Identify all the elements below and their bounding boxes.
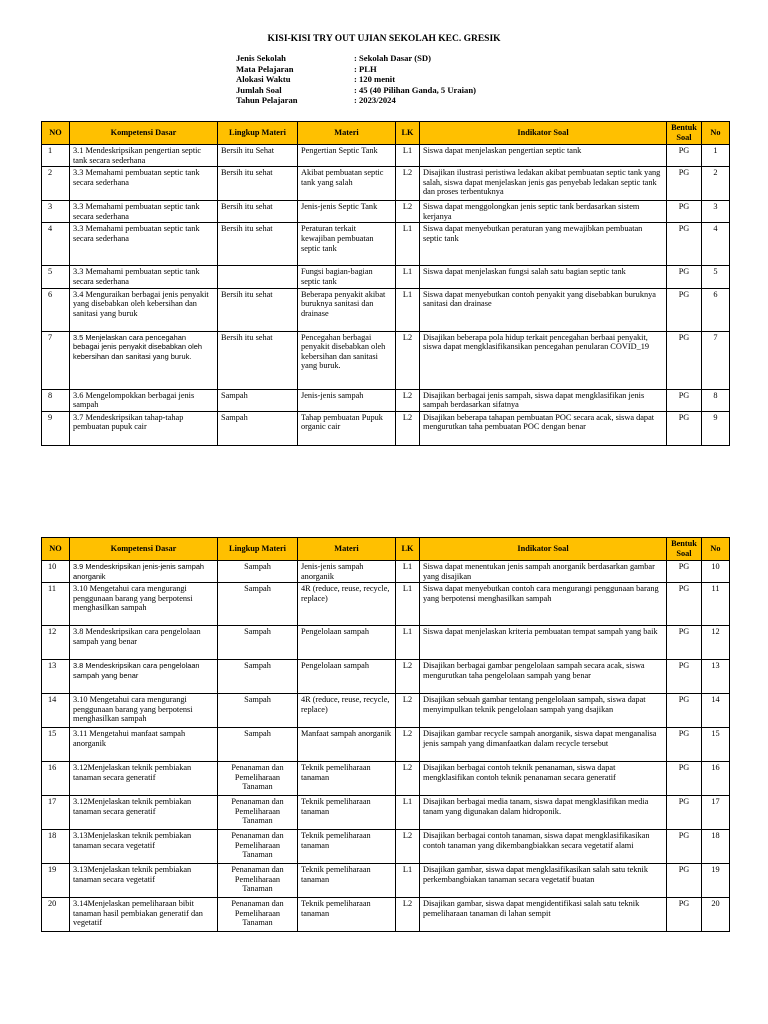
col-header-bentuk-soal: Bentuk Soal bbox=[667, 122, 702, 145]
cell-no-soal: 3 bbox=[702, 201, 730, 223]
table-row bbox=[42, 583, 730, 626]
col-header-no-soal: No bbox=[702, 122, 730, 145]
cell-no: 2 bbox=[42, 167, 70, 201]
cell-lingkup-materi: Sampah bbox=[218, 561, 298, 583]
document-title: KISI-KISI TRY OUT UJIAN SEKOLAH KEC. GRESIK bbox=[267, 34, 501, 44]
cell-indikator-soal: Siswa dapat menjelaskan pengertian septic tank bbox=[420, 145, 667, 167]
kisi-table-page-2 bbox=[41, 537, 730, 932]
cell-indikator-soal: Siswa dapat menentukan jenis sampah anorganik berdasarkan gambar yang disajikan bbox=[420, 561, 667, 583]
table-row bbox=[42, 167, 730, 201]
cell-lk: L2 bbox=[396, 331, 420, 389]
table-row bbox=[42, 898, 730, 932]
cell-lk: L1 bbox=[396, 583, 420, 626]
col-header-materi: Materi bbox=[298, 122, 396, 145]
table-row bbox=[42, 728, 730, 762]
cell-no: 7 bbox=[42, 331, 70, 389]
cell-no: 16 bbox=[42, 762, 70, 796]
table-row bbox=[42, 223, 730, 266]
cell-bentuk-soal: PG bbox=[667, 898, 702, 932]
table-row bbox=[42, 626, 730, 660]
cell-bentuk-soal: PG bbox=[667, 288, 702, 331]
cell-no: 17 bbox=[42, 796, 70, 830]
cell-lingkup-materi: Bersih itu sehat bbox=[218, 201, 298, 223]
cell-kompetensi-dasar: 3.13Menjelaskan teknik pembiakan tanaman secara vegetatif bbox=[70, 864, 218, 898]
cell-materi: Pencegahan berbagai penyakit disebabkan oleh kebersihan dan sanitasi yang buruk. bbox=[298, 331, 396, 389]
meta-label: Tahun Pelajaran bbox=[236, 95, 298, 106]
cell-bentuk-soal: PG bbox=[667, 660, 702, 694]
cell-lingkup-materi: Bersih itu sehat bbox=[218, 288, 298, 331]
cell-bentuk-soal: PG bbox=[667, 694, 702, 728]
cell-lingkup-materi: Penanaman dan Pemeliharaan Tanaman bbox=[218, 830, 298, 864]
cell-indikator-soal: Disajikan berbagai contoh tanaman, siswa dapat mengklasifikasikan contoh tanaman yang dikembangbiakkan secara vegetatif alami bbox=[420, 830, 667, 864]
cell-materi: Teknik pemeliharaan tanaman bbox=[298, 830, 396, 864]
cell-materi: Akibat pembuatan septic tank yang salah bbox=[298, 167, 396, 201]
col-header-lk: LK bbox=[396, 122, 420, 145]
cell-lingkup-materi: Bersih itu Sehat bbox=[218, 145, 298, 167]
cell-indikator-soal: Disajikan berbagai gambar pengelolaan sampah secara acak, siswa mengurutkan taha pengelolaan sampah yang benar bbox=[420, 660, 667, 694]
cell-lk: L2 bbox=[396, 898, 420, 932]
cell-lingkup-materi: Bersih itu sehat bbox=[218, 223, 298, 266]
cell-materi: Manfaat sampah anorganik bbox=[298, 728, 396, 762]
cell-materi: Fungsi bagian-bagian septic tank bbox=[298, 266, 396, 288]
meta-value: : PLH bbox=[354, 63, 377, 74]
cell-no-soal: 11 bbox=[702, 583, 730, 626]
table-row bbox=[42, 796, 730, 830]
table-body bbox=[42, 145, 730, 446]
meta-row bbox=[236, 74, 476, 85]
meta-row bbox=[236, 53, 476, 64]
meta-label: Mata Pelajaran bbox=[236, 63, 294, 74]
col-header-indikator-soal: Indikator Soal bbox=[420, 122, 667, 145]
cell-materi: Peraturan terkait kewajiban pembuatan septic tank bbox=[298, 223, 396, 266]
table-row bbox=[42, 660, 730, 694]
cell-bentuk-soal: PG bbox=[667, 389, 702, 411]
cell-materi: Pengertian Septic Tank bbox=[298, 145, 396, 167]
cell-kompetensi-dasar: 3.9 Mendeskripsikan jenis-jenis sampah anorganik bbox=[70, 561, 218, 583]
meta-value: : 120 menit bbox=[354, 74, 396, 85]
table-header-row bbox=[42, 538, 730, 561]
cell-lingkup-materi: Sampah bbox=[218, 389, 298, 411]
cell-kompetensi-dasar: 3.12Menjelaskan teknik pembiakan tanaman secara generatif bbox=[70, 796, 218, 830]
cell-no-soal: 19 bbox=[702, 864, 730, 898]
cell-no-soal: 15 bbox=[702, 728, 730, 762]
cell-no-soal: 17 bbox=[702, 796, 730, 830]
cell-indikator-soal: Siswa dapat menggolongkan jenis septic tank berdasarkan sistem kerjanya bbox=[420, 201, 667, 223]
cell-lingkup-materi: Sampah bbox=[218, 660, 298, 694]
table-row bbox=[42, 288, 730, 331]
cell-indikator-soal: Disajikan berbagai jenis sampah, siswa dapat mengklasifikan jenis sampah berdasarkan sifatnya bbox=[420, 389, 667, 411]
cell-kompetensi-dasar: 3.10 Mengetahui cara mengurangi penggunaan barang yang berpotensi menghasilkan sampah bbox=[70, 583, 218, 626]
cell-lk: L2 bbox=[396, 762, 420, 796]
cell-bentuk-soal: PG bbox=[667, 583, 702, 626]
cell-kompetensi-dasar: 3.6 Mengelompokkan berbagai jenis sampah bbox=[70, 389, 218, 411]
cell-materi: Teknik pemeliharaan tanaman bbox=[298, 796, 396, 830]
meta-value: : 2023/2024 bbox=[354, 95, 396, 106]
cell-lk: L2 bbox=[396, 660, 420, 694]
meta-label: Alokasi Waktu bbox=[236, 74, 291, 85]
col-header-no: NO bbox=[42, 538, 70, 561]
cell-no-soal: 12 bbox=[702, 626, 730, 660]
cell-no-soal: 9 bbox=[702, 411, 730, 445]
cell-lingkup-materi: Sampah bbox=[218, 583, 298, 626]
cell-no: 9 bbox=[42, 411, 70, 445]
cell-kompetensi-dasar: 3.10 Mengetahui cara mengurangi penggunaan barang yang berpotensi menghasilkan sampah bbox=[70, 694, 218, 728]
table-row bbox=[42, 331, 730, 389]
cell-lk: L2 bbox=[396, 830, 420, 864]
meta-value: : Sekolah Dasar (SD) bbox=[354, 53, 431, 63]
cell-lingkup-materi: Penanaman dan Pemeliharaan Tanaman bbox=[218, 864, 298, 898]
cell-indikator-soal: Siswa dapat menjelaskan kriteria pembuatan tempat sampah yang baik bbox=[420, 626, 667, 660]
cell-kompetensi-dasar: 3.14Menjelaskan pemeliharaan bibit tanaman hasil pembiakan generatif dan vegetatif bbox=[70, 898, 218, 932]
cell-lk: L2 bbox=[396, 411, 420, 445]
cell-no-soal: 5 bbox=[702, 266, 730, 288]
cell-kompetensi-dasar: 3.8 Mendeskripsikan cara pengelolaan sampah yang benar bbox=[70, 660, 218, 694]
table-row bbox=[42, 389, 730, 411]
cell-bentuk-soal: PG bbox=[667, 728, 702, 762]
cell-indikator-soal: Disajikan berbagai media tanam, siswa dapat mengklasifikan media tanam yang digunakan dalam hidroponik. bbox=[420, 796, 667, 830]
cell-lingkup-materi: Bersih itu sehat bbox=[218, 331, 298, 389]
cell-lk: L1 bbox=[396, 266, 420, 288]
cell-lk: L1 bbox=[396, 796, 420, 830]
cell-no: 3 bbox=[42, 201, 70, 223]
cell-materi: Teknik pemeliharaan tanaman bbox=[298, 864, 396, 898]
cell-bentuk-soal: PG bbox=[667, 411, 702, 445]
meta-row bbox=[236, 85, 476, 96]
cell-lk: L2 bbox=[396, 728, 420, 762]
cell-indikator-soal: Disajikan beberapa tahapan pembuatan POC secara acak, siswa dapat mengurutkan taha pembuatan POC dengan benar bbox=[420, 411, 667, 445]
cell-bentuk-soal: PG bbox=[667, 561, 702, 583]
cell-no: 5 bbox=[42, 266, 70, 288]
cell-lingkup-materi: Penanaman dan Pemeliharaan Tanaman bbox=[218, 898, 298, 932]
cell-lingkup-materi: Sampah bbox=[218, 626, 298, 660]
table-header-row bbox=[42, 122, 730, 145]
cell-bentuk-soal: PG bbox=[667, 201, 702, 223]
document-meta bbox=[236, 53, 476, 106]
cell-kompetensi-dasar: 3.12Menjelaskan teknik pembiakan tanaman secara generatif bbox=[70, 762, 218, 796]
cell-kompetensi-dasar: 3.13Menjelaskan teknik pembiakan tanaman secara vegetatif bbox=[70, 830, 218, 864]
cell-materi: Jenis-jenis Septic Tank bbox=[298, 201, 396, 223]
cell-kompetensi-dasar: 3.3 Memahami pembuatan septic tank secara sederhana bbox=[70, 266, 218, 288]
cell-no: 11 bbox=[42, 583, 70, 626]
cell-indikator-soal: Disajikan beberapa pola hidup terkait pencegahan berbaai penyakit, siswa dapat mengklasifikansikan pencegahan penularan COVID_19 bbox=[420, 331, 667, 389]
cell-materi: 4R (reduce, reuse, recycle, replace) bbox=[298, 583, 396, 626]
cell-no: 19 bbox=[42, 864, 70, 898]
cell-materi: Pengelolaan sampah bbox=[298, 660, 396, 694]
col-header-indikator-soal: Indikator Soal bbox=[420, 538, 667, 561]
meta-row bbox=[236, 64, 476, 75]
table-row bbox=[42, 864, 730, 898]
table-row bbox=[42, 145, 730, 167]
cell-bentuk-soal: PG bbox=[667, 167, 702, 201]
cell-indikator-soal: Siswa dapat menyebutkan peraturan yang mewajibkan pembuatan septic tank bbox=[420, 223, 667, 266]
cell-indikator-soal: Disajikan ilustrasi peristiwa ledakan akibat pembuatan septic tank yang salah, siswa dapat menjelaskan jenis gas penyebab ledakan septic tank dan proses terbentuknya bbox=[420, 167, 667, 201]
cell-lk: L1 bbox=[396, 561, 420, 583]
cell-no: 8 bbox=[42, 389, 70, 411]
cell-no-soal: 7 bbox=[702, 331, 730, 389]
cell-indikator-soal: Disajikan sebuah gambar tentang pengelolaan sampah, siswa dapat menyimpulkan teknik pengelolaan sampah yang dsajikan bbox=[420, 694, 667, 728]
cell-lk: L2 bbox=[396, 694, 420, 728]
cell-kompetensi-dasar: 3.1 Mendeskripsikan pengertian septic tank secara sederhana bbox=[70, 145, 218, 167]
cell-no-soal: 16 bbox=[702, 762, 730, 796]
cell-no-soal: 4 bbox=[702, 223, 730, 266]
cell-kompetensi-dasar: 3.7 Mendeskripsikan tahap-tahap pembuatan pupuk cair bbox=[70, 411, 218, 445]
cell-materi: Teknik pemeliharaan tanaman bbox=[298, 762, 396, 796]
cell-bentuk-soal: PG bbox=[667, 266, 702, 288]
cell-lk: L1 bbox=[396, 288, 420, 331]
table-row bbox=[42, 762, 730, 796]
table-row bbox=[42, 694, 730, 728]
cell-bentuk-soal: PG bbox=[667, 331, 702, 389]
col-header-lingkup-materi: Lingkup Materi bbox=[218, 122, 298, 145]
cell-indikator-soal: Disajikan gambar recycle sampah anorganik, siswa dapat menganalisa jenis sampah yang dimanfaatkan dalam recycle tersebut bbox=[420, 728, 667, 762]
cell-kompetensi-dasar: 3.11 Mengetahui manfaat sampah anorganik bbox=[70, 728, 218, 762]
cell-no-soal: 8 bbox=[702, 389, 730, 411]
table-body bbox=[42, 561, 730, 932]
cell-bentuk-soal: PG bbox=[667, 762, 702, 796]
cell-indikator-soal: Siswa dapat menyebutkan contoh cara mengurangi penggunaan barang yang berpotensi menghasilkan sampah bbox=[420, 583, 667, 626]
cell-no-soal: 20 bbox=[702, 898, 730, 932]
col-header-materi: Materi bbox=[298, 538, 396, 561]
cell-no: 10 bbox=[42, 561, 70, 583]
col-header-lk: LK bbox=[396, 538, 420, 561]
cell-materi: Pengelolaan sampah bbox=[298, 626, 396, 660]
col-header-lingkup-materi: Lingkup Materi bbox=[218, 538, 298, 561]
cell-materi: Teknik pemeliharaan tanaman bbox=[298, 898, 396, 932]
cell-materi: Beberapa penyakit akibat buruknya sanitasi dan drainase bbox=[298, 288, 396, 331]
cell-no: 6 bbox=[42, 288, 70, 331]
cell-kompetensi-dasar: 3.3 Memahami pembuatan septic tank secara sederhana bbox=[70, 223, 218, 266]
cell-no-soal: 18 bbox=[702, 830, 730, 864]
cell-lk: L1 bbox=[396, 223, 420, 266]
cell-no: 1 bbox=[42, 145, 70, 167]
cell-lingkup-materi: Sampah bbox=[218, 694, 298, 728]
col-header-kompetensi-dasar: Kompetensi Dasar bbox=[70, 538, 218, 561]
cell-no: 12 bbox=[42, 626, 70, 660]
cell-kompetensi-dasar: 3.3 Memahami pembuatan septic tank secara sederhana bbox=[70, 201, 218, 223]
meta-row bbox=[236, 95, 476, 106]
cell-no-soal: 14 bbox=[702, 694, 730, 728]
cell-lk: L2 bbox=[396, 167, 420, 201]
cell-lingkup-materi: Penanaman dan Pemeliharaan Tanaman bbox=[218, 796, 298, 830]
cell-no-soal: 13 bbox=[702, 660, 730, 694]
table-row bbox=[42, 411, 730, 445]
col-header-bentuk-soal: Bentuk Soal bbox=[667, 538, 702, 561]
cell-lingkup-materi: Sampah bbox=[218, 728, 298, 762]
cell-no-soal: 6 bbox=[702, 288, 730, 331]
cell-no: 4 bbox=[42, 223, 70, 266]
cell-lk: L1 bbox=[396, 864, 420, 898]
cell-kompetensi-dasar: 3.3 Memahami pembuatan septic tank secara sederhana bbox=[70, 167, 218, 201]
cell-bentuk-soal: PG bbox=[667, 864, 702, 898]
cell-lk: L1 bbox=[396, 145, 420, 167]
cell-kompetensi-dasar: 3.5 Menjelaskan cara pencegahan bebagai jenis penyakit disebabkan oleh kebersihan dan sanitasi yang buruk. bbox=[70, 331, 218, 389]
cell-indikator-soal: Disajikan gambar, siswa dapat mengidentifikasi salah satu teknik pemeliharaan tanaman di lahan sempit bbox=[420, 898, 667, 932]
cell-bentuk-soal: PG bbox=[667, 796, 702, 830]
meta-label: Jenis Sekolah bbox=[236, 53, 286, 63]
col-header-no-soal: No bbox=[702, 538, 730, 561]
cell-bentuk-soal: PG bbox=[667, 223, 702, 266]
cell-indikator-soal: Siswa dapat menjelaskan fungsi salah satu bagian septic tank bbox=[420, 266, 667, 288]
cell-bentuk-soal: PG bbox=[667, 830, 702, 864]
cell-materi: Tahap pembuatan Pupuk organic cair bbox=[298, 411, 396, 445]
cell-lingkup-materi: Penanaman dan Pemeliharaan Tanaman bbox=[218, 762, 298, 796]
cell-indikator-soal: Siswa dapat menyebutkan contoh penyakit yang disebabkan buruknya sanitasi dan drainase bbox=[420, 288, 667, 331]
cell-bentuk-soal: PG bbox=[667, 626, 702, 660]
cell-no: 14 bbox=[42, 694, 70, 728]
cell-lk: L2 bbox=[396, 389, 420, 411]
table-row bbox=[42, 561, 730, 583]
meta-value: : 45 (40 Pilihan Ganda, 5 Uraian) bbox=[354, 84, 476, 95]
table-row bbox=[42, 266, 730, 288]
cell-materi: Jenis-jenis sampah anorganik bbox=[298, 561, 396, 583]
col-header-no: NO bbox=[42, 122, 70, 145]
cell-no: 15 bbox=[42, 728, 70, 762]
cell-no-soal: 2 bbox=[702, 167, 730, 201]
cell-kompetensi-dasar: 3.4 Menguraikan berbagai jenis penyakit yang disebabkan oleh kebersihan dan sanitasi yang buruk bbox=[70, 288, 218, 331]
col-header-kompetensi-dasar: Kompetensi Dasar bbox=[70, 122, 218, 145]
cell-indikator-soal: Disajikan gambar, siswa dapat mengklasifikasikan salah satu teknik perkembangbiakan tanaman secara vegetatif buatan bbox=[420, 864, 667, 898]
table-row bbox=[42, 830, 730, 864]
cell-lk: L1 bbox=[396, 626, 420, 660]
cell-no-soal: 1 bbox=[702, 145, 730, 167]
cell-lingkup-materi: Bersih itu sehat bbox=[218, 167, 298, 201]
cell-lingkup-materi bbox=[218, 266, 298, 288]
cell-no: 18 bbox=[42, 830, 70, 864]
kisi-table-page-1 bbox=[41, 121, 730, 446]
meta-label: Jumlah Soal bbox=[236, 84, 282, 95]
cell-lingkup-materi: Sampah bbox=[218, 411, 298, 445]
cell-kompetensi-dasar: 3.8 Mendeskripsikan cara pengelolaan sampah yang benar bbox=[70, 626, 218, 660]
cell-bentuk-soal: PG bbox=[667, 145, 702, 167]
cell-indikator-soal: Disajikan berbagai contoh teknik penanaman, siswa dapat mengklasifikan contoh teknik penanaman secara generatif bbox=[420, 762, 667, 796]
cell-no: 13 bbox=[42, 660, 70, 694]
cell-lk: L2 bbox=[396, 201, 420, 223]
cell-no-soal: 10 bbox=[702, 561, 730, 583]
cell-materi: 4R (reduce, reuse, recycle, replace) bbox=[298, 694, 396, 728]
cell-no: 20 bbox=[42, 898, 70, 932]
cell-materi: Jenis-jenis sampah bbox=[298, 389, 396, 411]
table-row bbox=[42, 201, 730, 223]
